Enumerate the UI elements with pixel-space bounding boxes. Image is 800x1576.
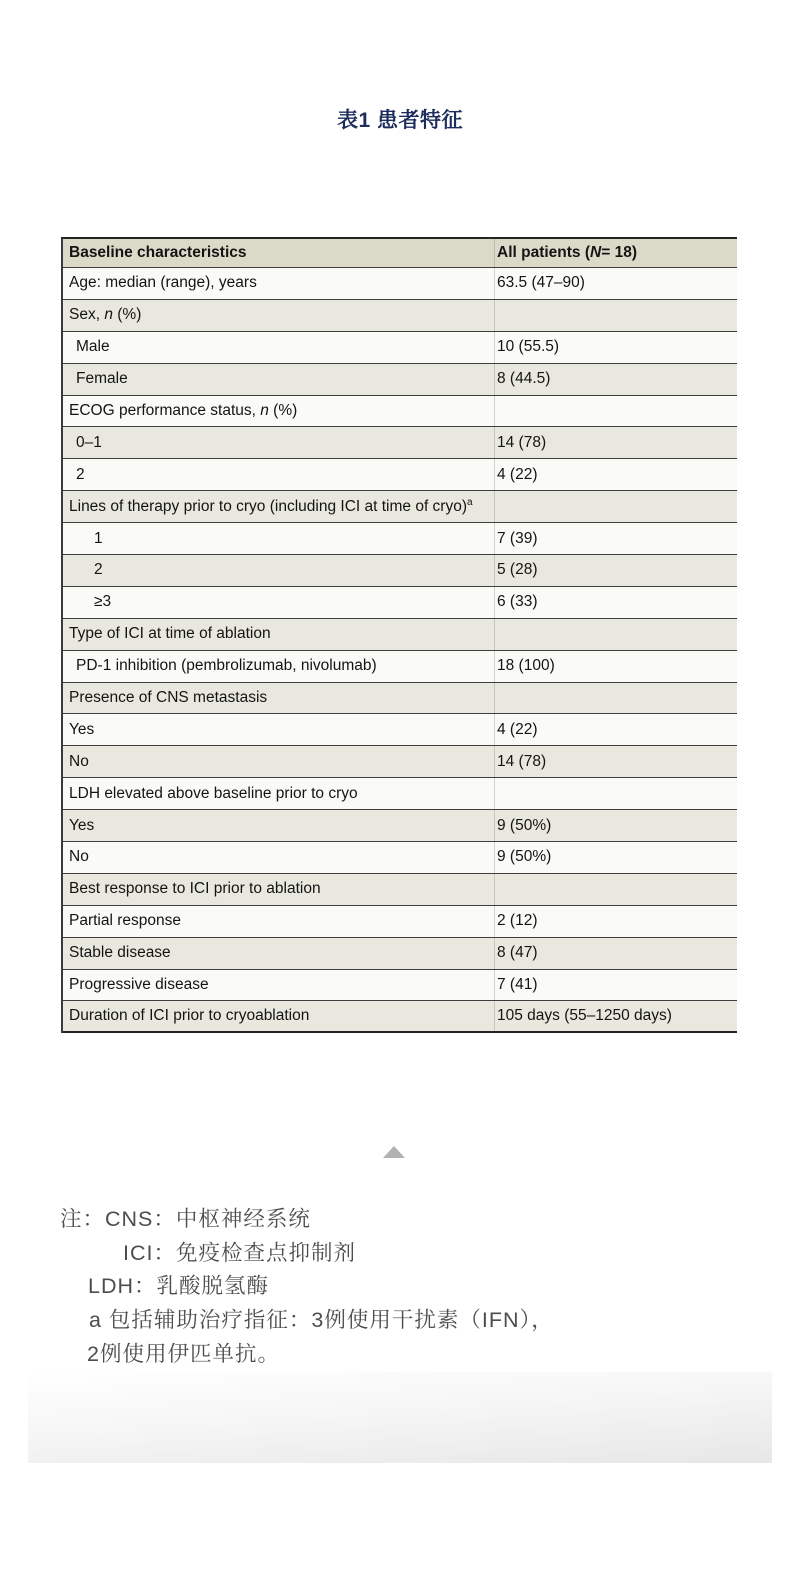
bottom-fade-band (28, 1372, 772, 1463)
note-line: LDH：乳酸脱氢酶 (88, 1274, 270, 1299)
row-label (63, 593, 494, 611)
text-segment: (%) (268, 402, 298, 419)
row-value: 105 days (55–1250 days) (494, 1001, 737, 1031)
row-value (494, 619, 737, 650)
row-label (63, 1007, 494, 1025)
row-label (63, 785, 494, 803)
row-label (63, 466, 494, 484)
text-segment: = 18) (601, 244, 637, 261)
row-value: 9 (50%) (494, 810, 737, 841)
row-value: 63.5 (47–90) (494, 268, 737, 299)
text-segment: ≥3 (94, 593, 112, 611)
text-segment: n (260, 402, 269, 419)
text-segment: Baseline characteristics (69, 244, 247, 261)
row-value (494, 874, 737, 905)
text-segment: Sex, (69, 306, 105, 324)
row-label (63, 306, 494, 324)
page-title: 表1 患者特征 (336, 109, 463, 132)
row-value: 14 (78) (494, 427, 737, 458)
table-row (63, 746, 737, 778)
text-segment: Progressive disease (69, 976, 209, 994)
table-row (63, 523, 737, 555)
row-value (494, 778, 737, 809)
row-value (494, 396, 737, 427)
row-label (63, 753, 494, 771)
table-row (63, 938, 737, 970)
table-row (63, 555, 737, 587)
text-segment: Partial response (69, 912, 182, 930)
row-value (494, 491, 737, 522)
row-label (63, 657, 494, 675)
note-line: ICI：免疫检查点抑制剂 (123, 1240, 356, 1265)
text-segment: Age: median (range), years (69, 274, 257, 292)
text-segment: Type of ICI at time of ablation (69, 625, 271, 643)
row-value: 7 (41) (494, 970, 737, 1001)
text-segment: Yes (69, 816, 95, 834)
row-value: 4 (22) (494, 459, 737, 490)
row-label (63, 848, 494, 866)
row-label (63, 721, 494, 739)
note-line: 注：CNS：中枢神经系统 (60, 1207, 311, 1231)
table-row (63, 491, 737, 523)
text-segment: N (590, 244, 602, 261)
row-label (63, 976, 494, 994)
table-row (63, 970, 737, 1002)
table-row (63, 810, 737, 842)
row-label (63, 370, 494, 388)
table-row (63, 874, 737, 906)
table-row (63, 396, 737, 428)
text-segment: Male (76, 338, 110, 356)
note-line: a 包括辅助治疗指征：3例使用干扰素（IFN）， (89, 1308, 554, 1333)
row-value (494, 300, 737, 331)
table-row (63, 906, 737, 938)
table-row (63, 459, 737, 491)
text-segment: 2 (94, 561, 103, 579)
row-value: 14 (78) (494, 746, 737, 777)
note-line: 2例使用伊匹单抗。 (87, 1341, 280, 1366)
row-value: 5 (28) (494, 555, 737, 586)
table-row (63, 651, 737, 683)
row-label (63, 530, 494, 548)
table-row (63, 427, 737, 459)
table-row (63, 1001, 737, 1033)
row-value: 8 (47) (494, 938, 737, 969)
table-row (63, 332, 737, 364)
row-value: 18 (100) (494, 651, 737, 682)
text-segment: Best response to ICI prior to ablation (69, 880, 321, 898)
row-value: 7 (39) (494, 523, 737, 554)
table-header-row (63, 239, 737, 268)
text-segment: All patients ( (497, 244, 591, 261)
text-segment: Yes (69, 720, 95, 738)
row-label (63, 498, 494, 516)
table-row (63, 300, 737, 332)
row-label (63, 434, 494, 452)
table-row (63, 683, 737, 715)
text-segment: 1 (94, 529, 103, 547)
text-segment: LDH elevated above baseline prior to cryo (69, 784, 358, 802)
text-segment: PD-1 inhibition (pembrolizumab, nivolumab) (76, 657, 377, 675)
table-row (63, 364, 737, 396)
text-segment: No (69, 848, 89, 866)
patient-characteristics-table (61, 237, 737, 1033)
text-segment: Female (76, 370, 128, 388)
text-segment: 2 (76, 465, 85, 483)
header-cell-all-patients (494, 239, 737, 267)
row-value: 8 (44.5) (494, 364, 737, 395)
table-row (63, 778, 737, 810)
text-segment: Stable disease (69, 944, 171, 962)
text-segment: a (467, 497, 473, 508)
row-label (63, 561, 494, 579)
table-row (63, 587, 737, 619)
text-segment: Duration of ICI prior to cryoablation (69, 1007, 310, 1025)
table-row (63, 619, 737, 651)
table-row (63, 714, 737, 746)
text-segment: ECOG performance status, (69, 402, 261, 419)
notes-section (60, 1203, 554, 1372)
text-segment: No (69, 752, 89, 770)
row-label (63, 402, 494, 420)
row-label (63, 817, 494, 835)
text-segment: Presence of CNS metastasis (69, 689, 268, 707)
text-segment: (%) (112, 306, 142, 324)
text-segment: n (104, 306, 113, 324)
row-value: 9 (50%) (494, 842, 737, 873)
header-cell-characteristics (63, 244, 494, 262)
row-value: 2 (12) (494, 906, 737, 937)
collapse-up-triangle-icon[interactable] (383, 1146, 405, 1158)
row-value (494, 683, 737, 714)
row-label (63, 944, 494, 962)
row-label (63, 338, 494, 356)
text-segment: Lines of therapy prior to cryo (including ICI at time of cryo) (69, 497, 467, 515)
row-value: 4 (22) (494, 714, 737, 745)
text-segment: 0–1 (76, 433, 102, 451)
row-label (63, 912, 494, 930)
table-row (63, 842, 737, 874)
table-row (63, 268, 737, 300)
row-value: 10 (55.5) (494, 332, 737, 363)
row-label (63, 274, 494, 292)
row-value: 6 (33) (494, 587, 737, 618)
row-label (63, 689, 494, 707)
row-label (63, 880, 494, 898)
row-label (63, 625, 494, 643)
